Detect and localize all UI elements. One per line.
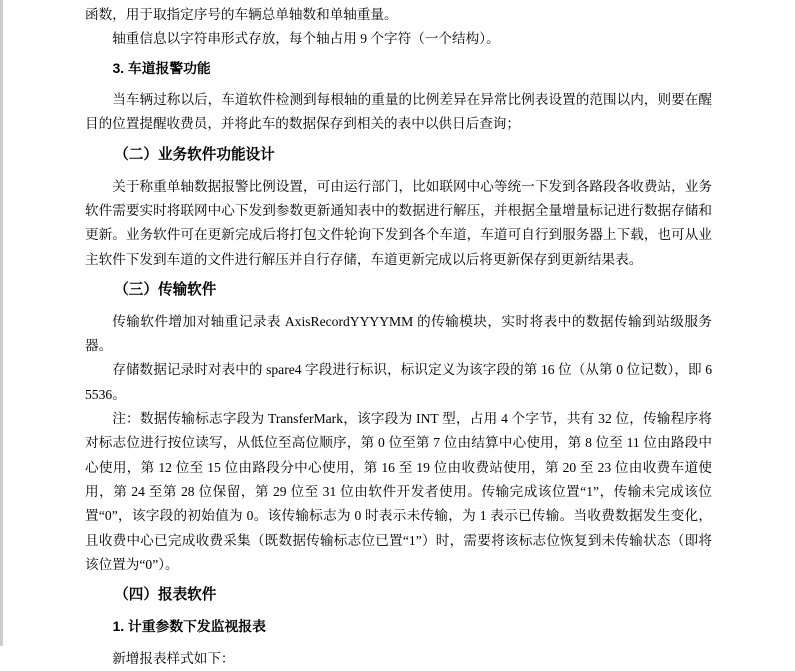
heading-section: （四）报表软件 xyxy=(114,587,217,604)
paragraph: 关于称重单轴数据报警比例设置，可由运行部门，比如联网中心等统一下发到各路段各收费站，业务软件需要实时将联网中心下发到参数更新通知表中的数据进行解压，并根据全量增量标记进行数据存储和更新。业务软件可在更新完成后将打包文件轮询下发到各个车道，车道可自行到服务器上下载，也可从业主软件下发到车道的文件进行解压并自行存储，车道更新完成以后将更新保存到更新结果表。 xyxy=(85,178,712,267)
heading-numbered: 3. 车道报警功能 xyxy=(112,60,211,76)
page-edge-strip xyxy=(0,0,3,646)
heading-section: （二）业务软件功能设计 xyxy=(114,146,275,163)
paragraph: 轴重信息以字符串形式存放，每个轴占用 9 个字符（一个结构）。 xyxy=(112,31,500,47)
document-content xyxy=(85,3,712,671)
heading-numbered: 1. 计重参数下发监视报表 xyxy=(112,619,266,635)
paragraph-continuation: 函数，用于取指定序号的车辆总单轴数和单轴重量。 xyxy=(85,7,398,22)
paragraph: 当车辆过称以后，车道软件检测到每根轴的重量的比例差异在异常比例表设置的范围以内，则要在醒目的位置提醒收费员，并将此车的数据保存到相关的表中以供日后查询； xyxy=(85,92,712,132)
paragraph: 新增报表样式如下： xyxy=(112,650,235,666)
paragraph: 注：数据传输标志字段为 TransferMark，该字段为 INT 型，占用 4 个字节，共有 32 位，传输程序将对标志位进行按位读写，从低位至高位顺序，第 0 位至第 7 位由结算中心使用，第 8 位至 11 位由路段中心使用，第 12 位至 15 位由路段分中心使用，第 16 至 19 位由收费站使用，第 20 至 23 位由收费车道使用，第 24 至第 28 位保留，第 29 位至 31 位由软件开发者使用。传输完成该位置“1”，传输未完成该位置“0”，该字段的初始值为 0。该传输标志为 0 时表示未传输，为 1 表示已传输。当收费数据发生变化，且收费中心已完成收费采集（既数据传输标志位已置“1”）时，需要将该标志位恢复到未传输状态（即将该位置为“0”）。 xyxy=(85,411,712,572)
heading-section: （三）传输软件 xyxy=(114,281,217,298)
paragraph: 存储数据记录时对表中的 spare4 字段进行标识，标识定义为该字段的第 16 位（从第 0 位记数），即 65536。 xyxy=(85,362,712,402)
paragraph: 传输软件增加对轴重记录表 AxisRecordYYYYMM 的传输模块，实时将表中的数据传输到站级服务器。 xyxy=(85,313,712,354)
